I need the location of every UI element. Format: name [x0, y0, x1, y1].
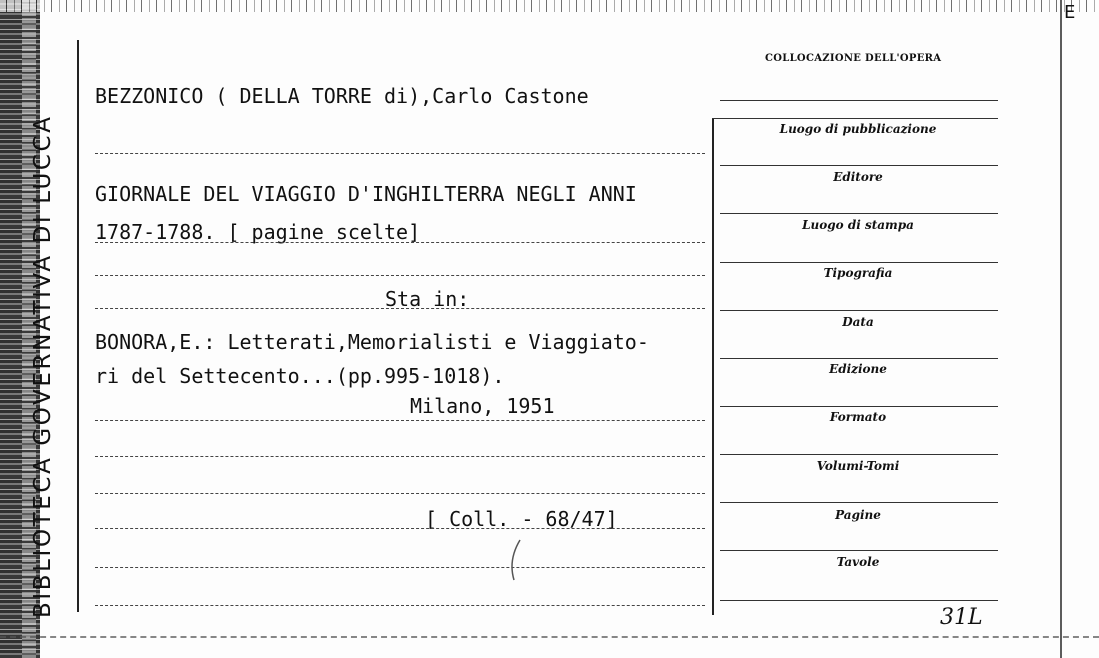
panel-divider	[712, 118, 714, 615]
panel-rule	[720, 600, 998, 601]
panel-rule	[712, 118, 998, 119]
field-label: Tipografia	[823, 266, 893, 280]
source-line-2: ri del Settecento...(pp.995-1018).	[95, 364, 505, 388]
rule	[95, 420, 705, 421]
panel-rule	[720, 310, 998, 311]
sta-in-label: Sta in:	[385, 287, 470, 311]
rule	[95, 242, 705, 243]
panel-rule	[720, 550, 998, 551]
top-right-mark: E	[1064, 2, 1076, 23]
field-label: Edizione	[829, 362, 887, 376]
field-label: Volumi-Tomi	[816, 459, 900, 473]
panel-rule	[720, 262, 998, 263]
rule	[95, 456, 705, 457]
field-label: Luogo di pubblicazione	[779, 122, 937, 136]
scan-bottom-edge	[0, 636, 1099, 644]
field-label: Pagine	[835, 508, 881, 522]
rule	[95, 275, 705, 276]
panel-rule	[720, 100, 998, 101]
panel-rule	[720, 502, 998, 503]
rule	[95, 567, 705, 568]
collocation-header: COLLOCAZIONE DELL'OPERA	[765, 53, 942, 64]
rule	[95, 153, 705, 154]
panel-rule	[720, 454, 998, 455]
field-label: Luogo di stampa	[802, 218, 914, 232]
title-line-2: 1787-1788. [ pagine scelte]	[95, 220, 421, 244]
author-line: BEZZONICO ( DELLA TORRE di),Carlo Castone	[95, 84, 589, 108]
rule	[95, 528, 705, 529]
pen-stroke-mark	[500, 535, 530, 585]
field-label: Formato	[829, 410, 887, 424]
place-year: Milano, 1951	[410, 394, 555, 418]
rule	[95, 308, 705, 309]
panel-rule	[720, 358, 998, 359]
collocation-number: [ Coll. - 68/47]	[425, 507, 618, 531]
scan-right-edge	[1060, 0, 1062, 658]
library-name: BIBLIOTECA GOVERNATIVA DI LUCCA	[30, 114, 56, 618]
scan-top-edge	[0, 0, 1099, 12]
field-label: Tavole	[836, 555, 880, 569]
left-margin-rule	[77, 40, 79, 612]
rule	[95, 605, 705, 606]
panel-rule	[720, 213, 998, 214]
handwritten-number: 31L	[940, 605, 983, 630]
title-line-1: GIORNALE DEL VIAGGIO D'INGHILTERRA NEGLI ANNI	[95, 182, 637, 206]
panel-rule	[720, 165, 998, 166]
field-label: Data	[842, 315, 874, 329]
source-line-1: BONORA,E.: Letterati,Memorialisti e Viaggiato-	[95, 330, 649, 354]
field-label: Editore	[833, 170, 883, 184]
panel-rule	[720, 406, 998, 407]
rule	[95, 493, 705, 494]
